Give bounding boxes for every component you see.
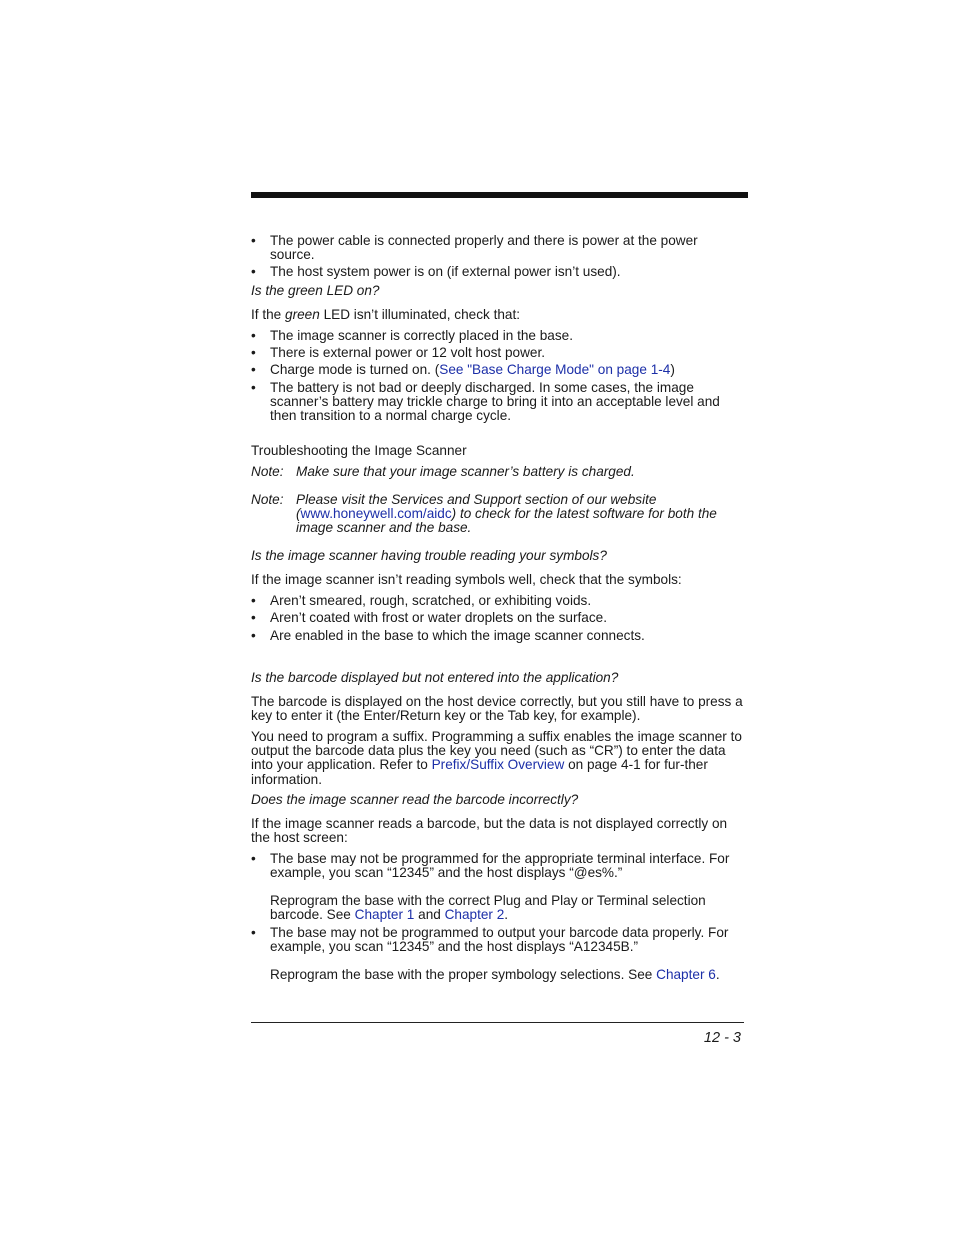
- green-led-intro: If the green LED isn’t illuminated, check that:: [251, 307, 521, 322]
- reprogram-symbology-text: Reprogram the base with the proper symbology selections. See Chapter 6.: [270, 967, 720, 982]
- header-rule: [251, 192, 748, 198]
- prefix-suffix-overview-link[interactable]: Prefix/Suffix Overview: [431, 757, 565, 773]
- chapter-6-link[interactable]: Chapter 6: [656, 967, 716, 982]
- chapter-2-link[interactable]: Chapter 2: [444, 907, 505, 923]
- list-item: • There is external power or 12 volt host power.: [251, 345, 546, 360]
- base-charge-mode-link[interactable]: See "Base Charge Mode" on page 1-4: [439, 362, 671, 377]
- question-green-led: Is the green LED on?: [251, 283, 380, 298]
- barcode-paragraph-2: You need to program a suffix. Programming a suffix enables the image scanner to output the barcode data plus the key you need (such as “CR”) to enter the data into your application. Refer to Prefix/Suffix Overview on page 4-1 for fur-ther information.: [251, 729, 742, 787]
- note-support: Note: Please visit the Services and Support section of our website (www.honeywell.com/aidc) to check for the latest software for both the image scanner and the base.: [251, 492, 717, 536]
- list-item: • Charge mode is turned on. (See "Base Charge Mode" on page 1-4): [251, 362, 675, 377]
- page-number: 12 - 3: [703, 1030, 741, 1046]
- reading-intro: If the image scanner isn’t reading symbols well, check that the symbols:: [251, 572, 682, 587]
- list-item: • The host system power is on (if external power isn’t used).: [251, 264, 621, 279]
- list-item: • Aren’t smeared, rough, scratched, or exhibiting voids.: [251, 593, 592, 608]
- note-battery: Note: Make sure that your image scanner’s battery is charged.: [251, 464, 635, 479]
- list-item: • The power cable is connected properly and there is power at the power source.: [251, 233, 698, 263]
- list-item: • Are enabled in the base to which the image scanner connects.: [251, 628, 645, 643]
- list-item: • The base may not be programmed for the appropriate terminal interface. For example, you scan “12345” and the host displays “@es%.”: [251, 851, 730, 881]
- list-item: • The battery is not bad or deeply discharged. In some cases, the image scanner’s battery may trickle charge to bring it into an acceptable level and then transition to a normal charge cycle.: [251, 380, 720, 424]
- incorrect-intro: If the image scanner reads a barcode, but the data is not displayed correctly on the host screen:: [251, 816, 728, 846]
- honeywell-website-link[interactable]: www.honeywell.com/aidc: [300, 506, 452, 522]
- footer-rule: [251, 1022, 744, 1023]
- reprogram-interface-text: Reprogram the base with the correct Plug and Play or Terminal selection barcode. See Chapter 1 and Chapter 2.: [270, 893, 706, 923]
- question-reading-symbols: Is the image scanner having trouble reading your symbols?: [251, 548, 607, 563]
- list-item: • The image scanner is correctly placed in the base.: [251, 328, 573, 343]
- list-item: • Aren’t coated with frost or water droplets on the surface.: [251, 610, 607, 625]
- barcode-paragraph-1: The barcode is displayed on the host device correctly, but you still have to press a key to enter it (the Enter/Return key or the Tab key, for example).: [251, 694, 743, 724]
- list-item: • The base may not be programmed to output your barcode data properly. For example, you scan “12345” and the host displays “A12345B.”: [251, 925, 729, 955]
- question-read-incorrectly: Does the image scanner read the barcode incorrectly?: [251, 792, 579, 807]
- chapter-1-link[interactable]: Chapter 1: [354, 907, 415, 923]
- section-heading: Troubleshooting the Image Scanner: [251, 443, 467, 458]
- question-barcode-not-entered: Is the barcode displayed but not entered into the application?: [251, 670, 619, 685]
